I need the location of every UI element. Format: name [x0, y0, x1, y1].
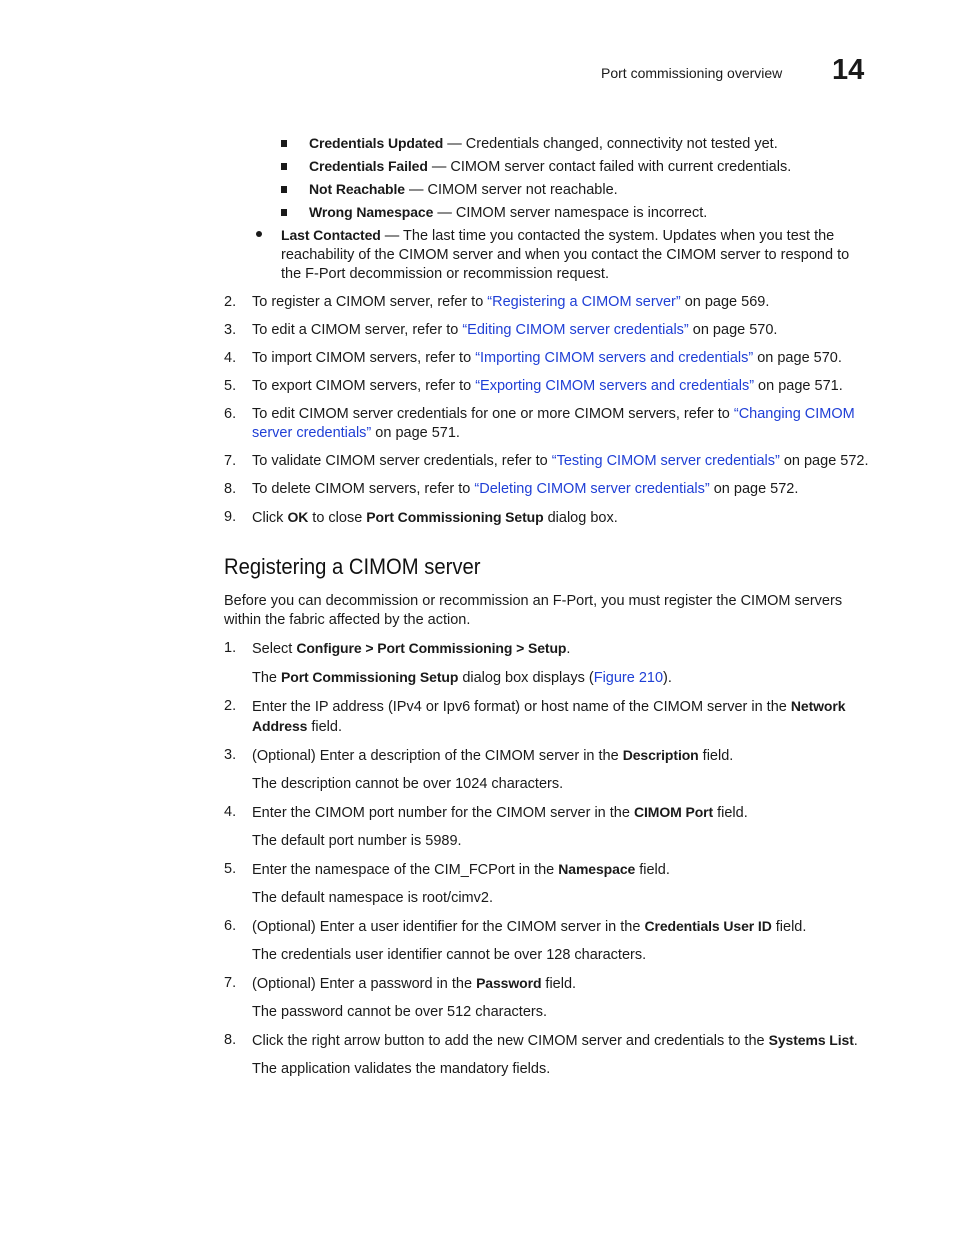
step-number: 9. — [224, 509, 237, 525]
step-text: (Optional) Enter a description of the CIMOM server in the — [252, 748, 623, 764]
step-text: To import CIMOM servers, refer to — [252, 350, 476, 366]
step — [224, 452, 870, 471]
status-desc: — CIMOM server namespace is incorrect. — [433, 205, 708, 221]
intro-paragraph: Before you can decommission or recommission an F-Port, you must register the CIMOM servers within the fabric affected by the action. — [224, 593, 843, 628]
running-header: Port commissioning overview — [601, 65, 783, 81]
step-text: on page 571. — [754, 378, 843, 394]
step-text: to close — [308, 510, 367, 526]
last-contacted-term: Last Contacted — [281, 227, 381, 243]
step — [224, 377, 870, 396]
step-text: field. — [713, 805, 748, 821]
step-note: The password cannot be over 512 characters. — [252, 1004, 547, 1020]
step-text: (Optional) Enter a password in the — [252, 976, 477, 992]
status-term: Wrong Namespace — [309, 204, 434, 220]
note-text: The — [252, 670, 282, 686]
step-text: on page 571. — [371, 425, 460, 441]
step-number: 5. — [224, 378, 237, 394]
status-item — [224, 180, 870, 200]
step-number: 7. — [224, 453, 237, 469]
ui-term: Configure > Port Commissioning > Setup — [296, 640, 567, 656]
step — [224, 974, 870, 994]
ui-term: OK — [287, 509, 309, 525]
status-term: Credentials Updated — [309, 135, 444, 151]
step-text: (Optional) Enter a user identifier for the CIMOM server in the — [252, 919, 645, 935]
step-text: on page 570. — [688, 322, 778, 338]
step-note: The default port number is 5989. — [252, 833, 462, 849]
chapter-number: 14 — [832, 54, 865, 86]
page-body — [224, 134, 870, 1088]
status-desc: — CIMOM server not reachable. — [404, 182, 618, 198]
step-text: To export CIMOM servers, refer to — [252, 378, 476, 394]
cross-ref-link[interactable]: “Testing CIMOM server credentials” — [551, 453, 780, 469]
step-number: 3. — [224, 322, 237, 338]
step-number: 4. — [224, 804, 237, 820]
step-text: Click the right arrow button to add the new CIMOM server and credentials to the — [252, 1033, 769, 1049]
step — [224, 860, 870, 880]
step-text: To edit a CIMOM server, refer to — [252, 322, 463, 338]
step-number: 1. — [224, 640, 237, 656]
last-contacted-item — [224, 226, 870, 284]
step-note: The credentials user identifier cannot be over 128 characters. — [252, 947, 647, 963]
step-text: Click — [252, 510, 288, 526]
step — [224, 293, 870, 312]
step-number: 6. — [224, 406, 237, 422]
ui-term: Network Address — [252, 698, 846, 734]
figure-link[interactable]: Figure 210 — [593, 670, 664, 686]
ui-term: Systems List — [768, 1032, 854, 1048]
step — [224, 321, 870, 340]
step-text: field. — [698, 748, 734, 764]
step-number: 3. — [224, 747, 237, 763]
step-text: dialog box. — [543, 510, 618, 526]
step-text: Enter the CIMOM port number for the CIMOM server in the — [252, 805, 634, 821]
status-item — [224, 134, 870, 154]
step-text: Select — [252, 641, 297, 657]
step-number: 6. — [224, 918, 237, 934]
note-text: dialog box displays ( — [458, 670, 594, 686]
note-text: ). — [663, 670, 672, 686]
step-text: . — [566, 641, 571, 657]
step-number: 7. — [224, 975, 237, 991]
cross-ref-link[interactable]: “Editing CIMOM server credentials” — [462, 322, 689, 338]
step-text: Enter the IP address (IPv4 or Ipv6 format) or host name of the CIMOM server in the — [252, 699, 791, 715]
step-note: The default namespace is root/cimv2. — [252, 890, 493, 906]
step — [224, 405, 870, 443]
ui-term: Credentials User ID — [644, 918, 772, 934]
section-heading: Registering a CIMOM server — [224, 554, 481, 579]
step — [224, 349, 870, 368]
step-text: field. — [771, 919, 807, 935]
step — [224, 1031, 870, 1051]
step-text: To delete CIMOM servers, refer to — [252, 481, 475, 497]
ui-term: Namespace — [558, 861, 636, 877]
step-text: on page 569. — [680, 294, 770, 310]
ui-term: Port Commissioning Setup — [366, 509, 544, 525]
status-item — [224, 157, 870, 177]
status-desc: — Credentials changed, connectivity not tested yet. — [443, 136, 778, 152]
step-text: To register a CIMOM server, refer to — [252, 294, 488, 310]
status-list — [224, 134, 870, 223]
step-text: on page 570. — [753, 350, 842, 366]
status-term: Not Reachable — [309, 181, 405, 197]
step-text: Enter the namespace of the CIM_FCPort in the — [252, 862, 559, 878]
step-text: field. — [635, 862, 670, 878]
step — [224, 697, 870, 737]
step-number: 5. — [224, 861, 237, 877]
cross-ref-link[interactable]: “Exporting CIMOM servers and credentials” — [475, 378, 755, 394]
step-text: field. — [541, 976, 577, 992]
ui-term: CIMOM Port — [633, 804, 714, 820]
status-item — [224, 203, 870, 223]
steps-list — [224, 293, 870, 528]
step — [224, 639, 870, 659]
step-note: The description cannot be over 1024 characters. — [252, 776, 564, 792]
step-note: The application validates the mandatory fields. — [252, 1061, 551, 1077]
step-number: 2. — [224, 294, 237, 310]
step-number: 4. — [224, 350, 237, 366]
step-text: . — [853, 1033, 858, 1049]
step-text: field. — [307, 719, 342, 735]
step-note — [224, 668, 870, 688]
cross-ref-link[interactable]: “Importing CIMOM servers and credentials” — [475, 350, 754, 366]
step — [224, 917, 870, 937]
step-text: on page 572. — [709, 481, 799, 497]
status-term: Credentials Failed — [309, 158, 428, 174]
ui-term: Port Commissioning Setup — [281, 669, 459, 685]
step-number: 8. — [224, 1032, 237, 1048]
cross-ref-link[interactable]: “Registering a CIMOM server” — [487, 294, 681, 310]
ui-term: Description — [622, 747, 699, 763]
step-text: To edit CIMOM server credentials for one or more CIMOM servers, refer to — [252, 406, 734, 422]
last-contacted-desc: — The last time you contacted the system. Updates when you test the reachability of the CIMOM server and when you contact the CIMOM server to respond to the F-Port decommission or recommission request. — [281, 228, 850, 282]
registration-steps — [224, 639, 870, 1079]
step-number: 2. — [224, 698, 237, 714]
step-number: 8. — [224, 481, 237, 497]
step-text: To validate CIMOM server credentials, refer to — [252, 453, 552, 469]
cross-ref-link[interactable]: “Deleting CIMOM server credentials” — [474, 481, 710, 497]
step — [224, 480, 870, 499]
step — [224, 746, 870, 766]
ui-term: Password — [476, 975, 542, 991]
status-desc: — CIMOM server contact failed with current credentials. — [427, 159, 792, 175]
step-text: on page 572. — [779, 453, 869, 469]
step — [224, 508, 870, 528]
step — [224, 803, 870, 823]
cross-ref-link[interactable]: “Changing CIMOM server credentials” — [252, 406, 855, 441]
